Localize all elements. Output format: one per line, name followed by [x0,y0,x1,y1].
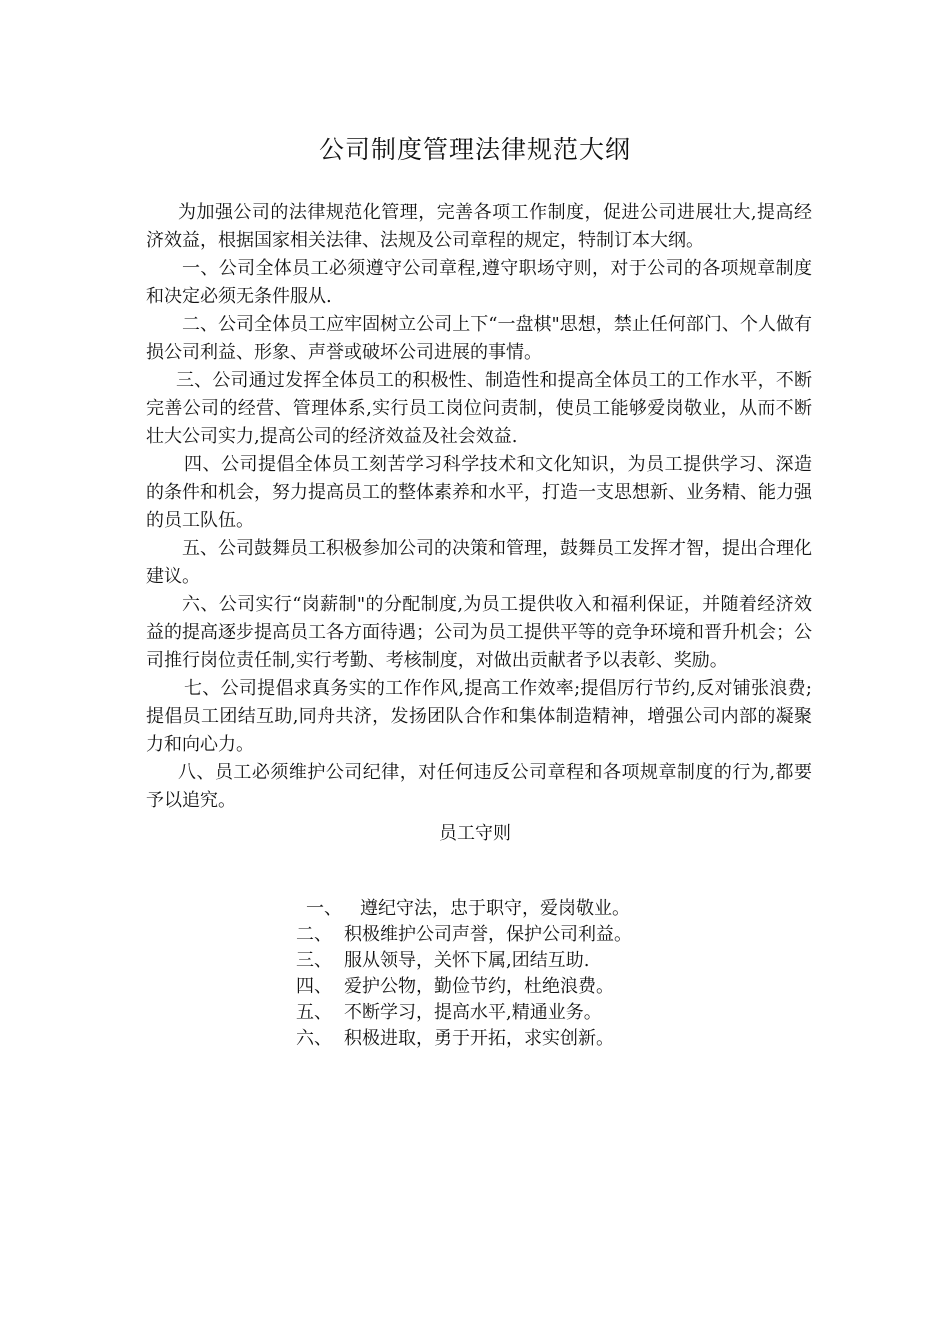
document-body [146,199,812,815]
rule-number: 三、 [296,950,332,971]
rule-text: 遵纪守法，忠于职守，爱岗敬业。 [360,898,630,919]
rule-number: 四、 [296,976,332,997]
clause-paragraph-4: 四、公司提倡全体员工刻苦学习科学技术和文化知识，为员工提供学习、深造的条件和机会，努力提高员工的整体素养和水平，打造一支思想新、业务精、能力强的员工队伍。 [146,454,812,531]
clause-paragraph-3: 三、公司通过发挥全体员工的积极性、制造性和提高全体员工的工作水平，不断完善公司的经营、管理体系,实行员工岗位问责制，使员工能够爱岗敬业，从而不断壮大公司实力,提高公司的经济效益及社会效益. [146,370,812,447]
rule-item [296,974,716,1000]
rule-item [296,922,716,948]
code-of-conduct-list [296,896,716,1052]
rule-text: 服从领导，关怀下属,团结互助. [344,950,590,971]
code-of-conduct-title: 员工守则 [439,823,511,844]
clause-paragraph-6: 六、公司实行“岗薪制"的分配制度,为员工提供收入和福利保证，并随着经济效益的提高逐步提高员工各方面待遇；公司为员工提供平等的竞争环境和晋升机会；公司推行岗位责任制,实行考勤、考核制度，对做出贡献者予以表彰、奖励。 [146,594,812,671]
rule-item [296,948,716,974]
rule-text: 积极维护公司声誉，保护公司利益。 [344,924,632,945]
rule-item [296,896,716,922]
rule-text: 爱护公物，勤俭节约，杜绝浪费。 [344,976,614,997]
rule-number: 五、 [296,1002,332,1023]
document-title: 公司制度管理法律规范大纲 [318,135,631,164]
rule-text: 不断学习，提高水平,精通业务。 [344,1002,602,1023]
rule-number: 一、 [306,898,342,919]
rule-number: 六、 [296,1028,332,1049]
clause-paragraph-8: 八、员工必须维护公司纪律，对任何违反公司章程和各项规章制度的行为,都要予以追究。 [146,762,812,811]
clause-paragraph-2: 二、公司全体员工应牢固树立公司上下“一盘棋"思想，禁止任何部门、个人做有损公司利益、形象、声誉或破坏公司进展的事情。 [146,314,812,363]
rule-text: 积极进取，勇于开拓，求实创新。 [344,1028,614,1049]
intro-paragraph: 为加强公司的法律规范化管理，完善各项工作制度，促进公司进展壮大,提高经济效益，根据国家相关法律、法规及公司章程的规定，特制订本大纲。 [146,202,812,251]
clause-paragraph-7: 七、公司提倡求真务实的工作作风,提高工作效率;提倡厉行节约,反对铺张浪费;提倡员工团结互助,同舟共济，发扬团队合作和集体制造精神，增强公司内部的凝聚力和向心力。 [146,678,812,755]
rule-item [296,1000,716,1026]
rule-item [296,1026,716,1052]
clause-paragraph-5: 五、公司鼓舞员工积极参加公司的决策和管理，鼓舞员工发挥才智，提出合理化建议。 [146,538,812,587]
clause-paragraph-1: 一、公司全体员工必须遵守公司章程,遵守职场守则，对于公司的各项规章制度和决定必须无条件服从. [146,258,812,307]
rule-number: 二、 [296,924,332,945]
